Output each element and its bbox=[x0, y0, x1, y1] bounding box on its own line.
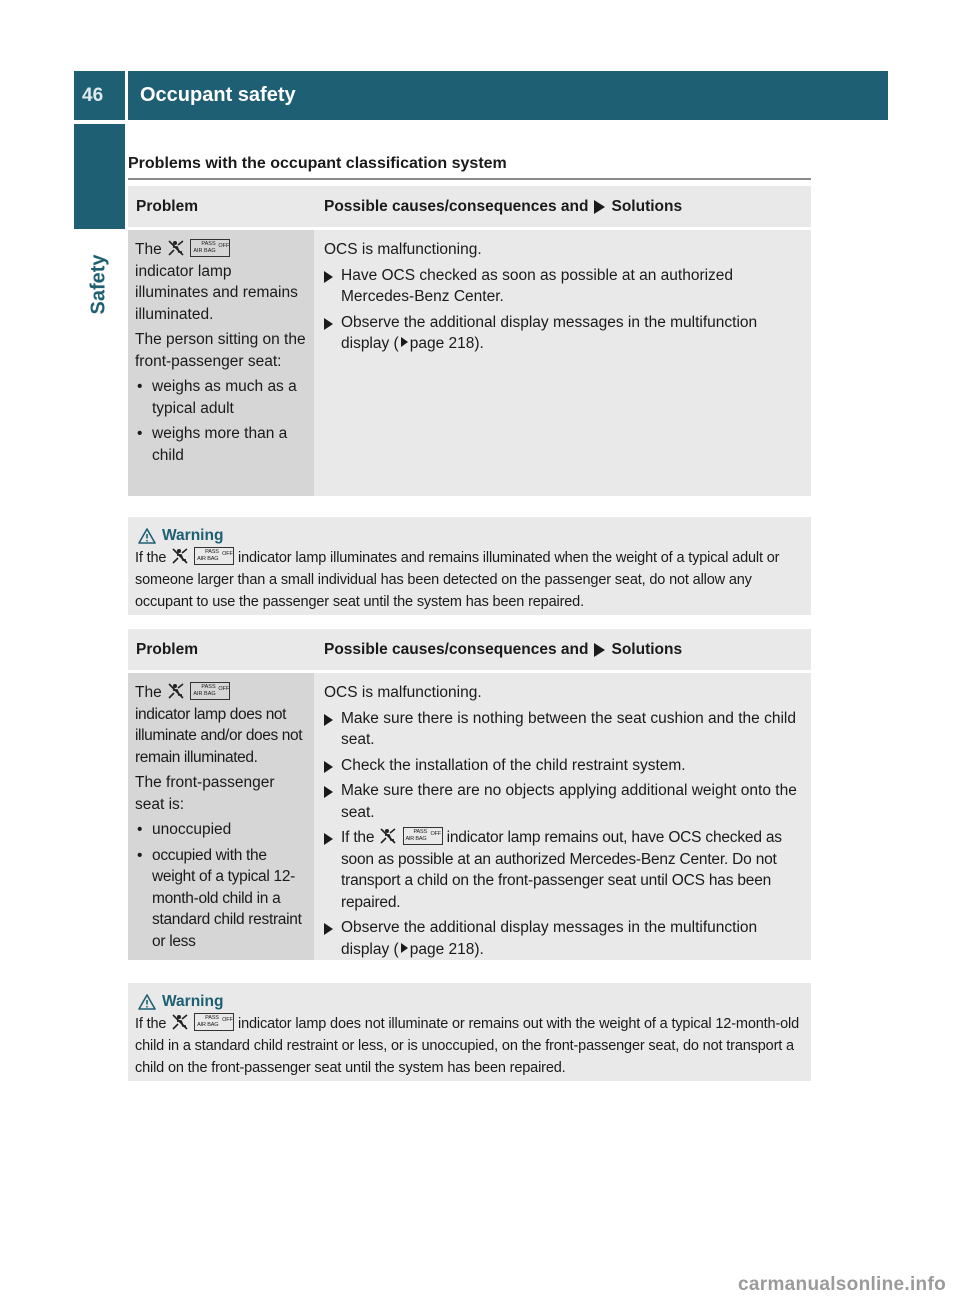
pab-airbag-text: AIR BAG bbox=[193, 691, 216, 697]
bullet-text: weighs as much as a typical adult bbox=[152, 378, 297, 417]
pab-off-text: OFF bbox=[218, 243, 230, 249]
bullet: • bbox=[137, 846, 143, 864]
bullet-text: occupied with the weight of a typical 12-month-old child in a standard child restraint or less bbox=[152, 846, 302, 950]
warning-label: Warning bbox=[162, 993, 224, 1010]
step-text: Observe the additional display messages in the multifunction display ( bbox=[341, 919, 758, 958]
problem-lamp bbox=[135, 682, 308, 768]
step-arrow-icon bbox=[324, 271, 333, 283]
pab-airbag-text: AIR BAG bbox=[197, 556, 219, 562]
pab-off-text: OFF bbox=[218, 686, 230, 692]
list-item bbox=[324, 917, 803, 960]
pab-off-text: OFF bbox=[222, 551, 233, 557]
problem-cell bbox=[128, 230, 314, 496]
list-item bbox=[324, 780, 803, 823]
step-arrow-icon bbox=[324, 761, 333, 773]
child-seat-icon bbox=[170, 1013, 190, 1031]
step-arrow-icon bbox=[324, 923, 333, 935]
problem-para: The person sitting on the front-passenger seat: bbox=[135, 331, 306, 370]
page-ref-icon bbox=[401, 337, 408, 347]
bullet-text: weighs more than a child bbox=[152, 425, 288, 464]
pass-airbag-off-icon bbox=[190, 682, 230, 700]
table-header bbox=[128, 629, 811, 670]
pab-pass-text: PASS bbox=[201, 684, 216, 690]
table-header bbox=[128, 186, 811, 227]
list-item bbox=[324, 312, 803, 355]
pass-airbag-off-icon bbox=[194, 547, 234, 565]
warning-heading bbox=[138, 525, 804, 547]
header-solutions-prefix: Possible causes/consequences and bbox=[324, 640, 589, 658]
pass-airbag-off-icon bbox=[403, 827, 443, 845]
watermark-url: carmanualsonline.info bbox=[738, 1274, 946, 1295]
list-item bbox=[324, 265, 803, 308]
header-solutions-suffix: Solutions bbox=[611, 640, 683, 658]
pab-off-text: OFF bbox=[430, 831, 441, 837]
header-solutions bbox=[315, 641, 682, 659]
list-item bbox=[135, 845, 308, 953]
step-arrow-icon bbox=[324, 714, 333, 726]
solution-cell bbox=[314, 673, 811, 960]
bullet: • bbox=[137, 821, 143, 838]
step-text: Observe the additional display messages in the multifunction display ( bbox=[341, 313, 758, 352]
table-row bbox=[128, 673, 811, 960]
bullet-text: unoccupied bbox=[152, 821, 232, 838]
warning-icon bbox=[138, 528, 156, 544]
problem-lamp bbox=[135, 239, 308, 325]
problem-lamp-text: indicator lamp does not illuminate and/or does not remain illuminated. bbox=[135, 705, 303, 766]
bullet: • bbox=[137, 425, 143, 442]
problem-the: The bbox=[135, 241, 162, 258]
header-solutions-suffix: Solutions bbox=[611, 197, 683, 215]
list-item bbox=[135, 819, 308, 841]
cause-text: OCS is malfunctioning. bbox=[324, 684, 482, 701]
list-item bbox=[324, 827, 803, 913]
warning-prefix: If the bbox=[135, 550, 167, 566]
warning-text bbox=[135, 547, 804, 613]
step-text: Make sure there are no objects applying additional weight onto the seat. bbox=[341, 782, 797, 821]
child-seat-icon bbox=[166, 239, 186, 257]
pab-airbag-text: AIR BAG bbox=[197, 1022, 219, 1028]
header-problem: Problem bbox=[136, 640, 199, 658]
page-ref-link[interactable]: page 218). bbox=[409, 940, 484, 958]
child-seat-icon bbox=[166, 682, 186, 700]
section-title: Problems with the occupant classification system bbox=[128, 155, 507, 172]
warning-box-2 bbox=[128, 983, 811, 1081]
page-ref-icon bbox=[401, 943, 408, 953]
child-seat-icon bbox=[170, 547, 190, 565]
pab-pass-text: PASS bbox=[413, 829, 427, 835]
section-divider bbox=[128, 178, 811, 180]
warning-body: indicator lamp illuminates and remains illuminated when the weight of a typical adult or someone larger than a small individual has been detected on the passenger seat, do not allow any occupant to use the passenger seat until the system has been repaired. bbox=[135, 550, 780, 610]
problem-the: The bbox=[135, 684, 162, 701]
problem-table-1 bbox=[128, 186, 811, 496]
warning-box-1 bbox=[128, 517, 811, 615]
step-arrow-icon bbox=[324, 833, 333, 845]
page-number: 46 bbox=[74, 71, 125, 120]
step-arrow-icon bbox=[324, 786, 333, 798]
page-ref-link[interactable]: page 218). bbox=[409, 335, 484, 352]
list-item bbox=[324, 755, 803, 777]
list-item bbox=[135, 423, 308, 466]
side-tab-label bbox=[74, 229, 125, 339]
step-text: Have OCS checked as soon as possible at an authorized Mercedes-Benz Center. bbox=[341, 266, 734, 305]
list-item bbox=[324, 708, 803, 751]
header-solutions-prefix: Possible causes/consequences and bbox=[324, 197, 589, 215]
list-item bbox=[135, 376, 308, 419]
pab-pass-text: PASS bbox=[205, 1015, 219, 1021]
arrow-icon bbox=[594, 643, 605, 657]
pab-airbag-text: AIR BAG bbox=[405, 836, 427, 842]
bullet: • bbox=[137, 378, 143, 395]
table-row bbox=[128, 230, 811, 496]
pass-airbag-off-icon bbox=[194, 1013, 234, 1031]
cause-text: OCS is malfunctioning. bbox=[324, 241, 482, 258]
step-prefix: If the bbox=[341, 829, 375, 846]
pab-pass-text: PASS bbox=[205, 549, 219, 555]
step-text: Check the installation of the child restraint system. bbox=[341, 756, 686, 774]
child-seat-icon bbox=[378, 827, 398, 845]
step-text: Make sure there is nothing between the seat cushion and the child seat. bbox=[341, 709, 796, 748]
problem-table-2 bbox=[128, 629, 811, 960]
step-text: indicator lamp remains out, have OCS checked as soon as possible at an authorized Mercedes-Benz Center. Do not transport a child on the front-passenger seat until OCS has been repaired. bbox=[341, 829, 782, 911]
header-solutions bbox=[315, 198, 682, 216]
warning-icon bbox=[138, 994, 156, 1010]
pab-airbag-text: AIR BAG bbox=[193, 248, 216, 254]
header-problem: Problem bbox=[136, 197, 199, 215]
pass-airbag-off-icon bbox=[190, 239, 230, 257]
problem-lamp-text: indicator lamp illuminates and remains illuminated. bbox=[135, 262, 298, 323]
warning-text bbox=[135, 1013, 804, 1079]
solution-cell bbox=[314, 230, 811, 496]
warning-label: Warning bbox=[162, 527, 224, 544]
warning-prefix: If the bbox=[135, 1016, 167, 1032]
side-tab-text: Safety bbox=[88, 253, 110, 315]
pab-pass-text: PASS bbox=[201, 241, 216, 247]
problem-cell bbox=[128, 673, 314, 960]
problem-para: The front-passenger seat is: bbox=[135, 774, 275, 813]
warning-heading bbox=[138, 991, 804, 1013]
chapter-title: Occupant safety bbox=[128, 71, 888, 120]
warning-body: indicator lamp does not illuminate or remains out with the weight of a typical 12-month-old child in a standard child restraint or less, or is unoccupied, on the front-passenger seat, do not transport a child on the front-passenger seat until the system has been repaired. bbox=[135, 1016, 800, 1076]
step-arrow-icon bbox=[324, 318, 333, 330]
side-tab-block bbox=[74, 124, 125, 229]
arrow-icon bbox=[594, 200, 605, 214]
pab-off-text: OFF bbox=[222, 1017, 233, 1023]
